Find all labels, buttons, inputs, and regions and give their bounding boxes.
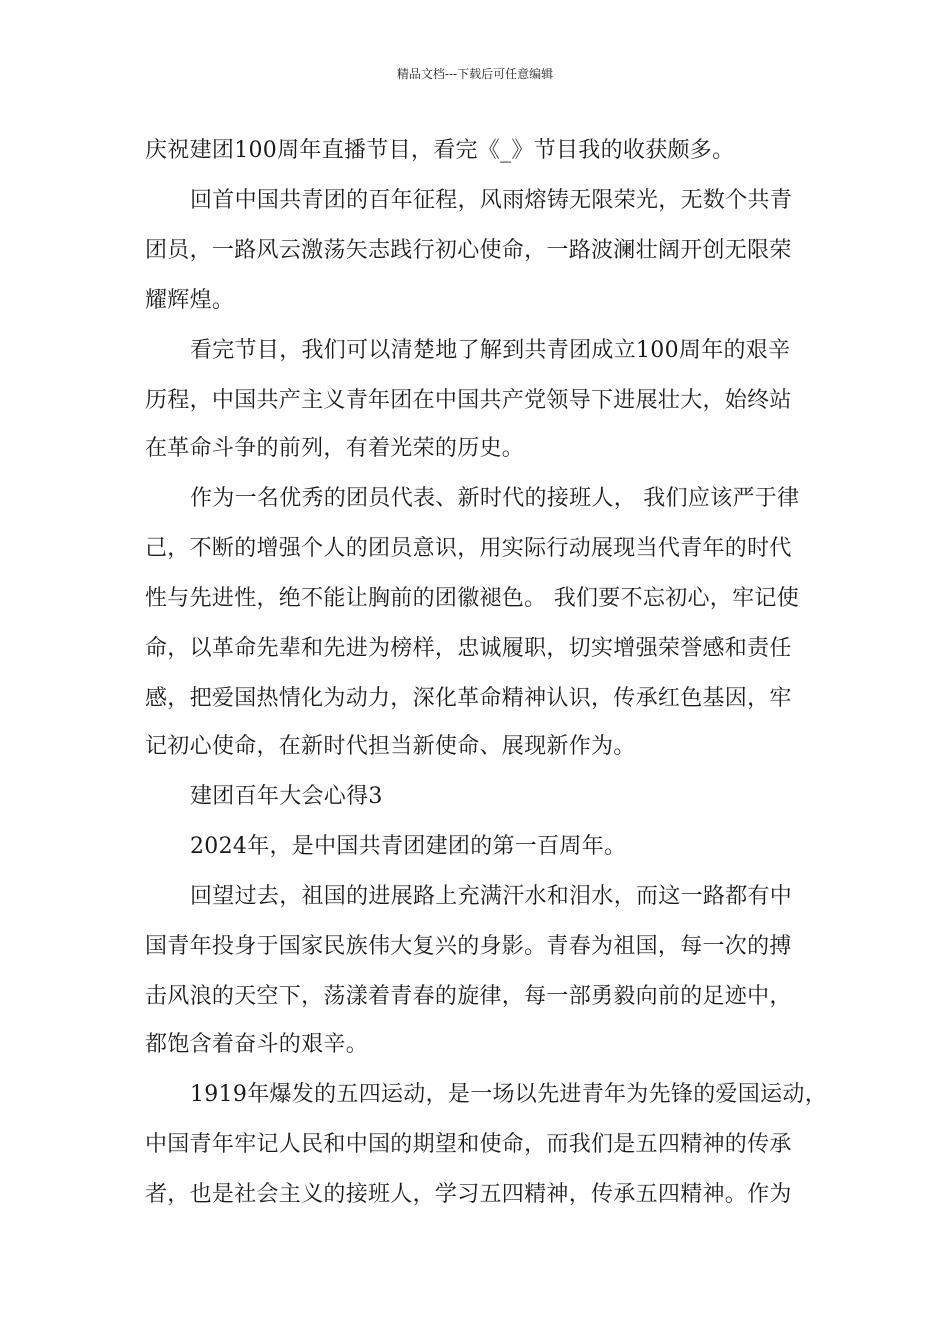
text-line: 己，不断的增强个人的团员意识，用实际行动展现当代青年的时代 <box>145 536 792 561</box>
page-header: 精品文档---下载后可任意编辑 <box>396 67 554 81</box>
text-line: 庆祝建团100周年直播节目，看完《_》节目我的收获颇多。 <box>145 138 735 163</box>
text-line: 中国青年牢记人民和中国的期望和使命，而我们是五四精神的传承 <box>145 1132 792 1157</box>
text-line: 回望过去，祖国的进展路上充满汗水和泪水，而这一路都有中 <box>190 884 793 909</box>
text-line: 感，把爱国热情化为动力，深化革命精神认识，传承红色基因，牢 <box>145 686 792 711</box>
text-line: 作为一名优秀的团员代表、新时代的接班人， 我们应该严于律 <box>190 486 800 511</box>
text-line: 1919年爆发的五四运动，是一场以先进青年为先锋的爱国运动， <box>190 1082 827 1107</box>
text-line: 团员，一路风云激荡矢志践行初心使命，一路波澜壮阔开创无限荣 <box>145 238 792 263</box>
text-line: 看完节目，我们可以清楚地了解到共青团成立100周年的艰辛 <box>190 338 791 363</box>
text-line: 在革命斗争的前列，有着光荣的历史。 <box>145 436 525 461</box>
text-line: 回首中国共青团的百年征程，风雨熔铸无限荣光，无数个共青 <box>190 188 793 213</box>
text-line: 记初心使命，在新时代担当新使命、展现新作为。 <box>145 734 636 759</box>
text-line: 性与先进性，绝不能让胸前的团徽褪色。 我们要不忘初心，牢记使 <box>145 586 799 611</box>
text-line: 2024年，是中国共青团建团的第一百周年。 <box>190 834 627 859</box>
text-line: 耀辉煌。 <box>145 288 235 313</box>
text-line: 都饱含着奋斗的艰辛。 <box>145 1032 369 1057</box>
text-line: 者，也是社会主义的接班人，学习五四精神，传承五四精神。作为 <box>145 1182 792 1207</box>
text-line: 历程，中国共产主义青年团在中国共产党领导下进展壮大，始终站 <box>145 388 792 413</box>
text-line: 击风浪的天空下，荡漾着青春的旋律，每一部勇毅向前的足迹中， <box>145 984 792 1009</box>
text-line: 国青年投身于国家民族伟大复兴的身影。青春为祖国，每一次的搏 <box>145 934 792 959</box>
text-line: 命，以革命先辈和先进为榜样，忠诚履职，切实增强荣誉感和责任 <box>145 636 792 661</box>
section-heading: 建团百年大会心得3 <box>190 784 383 809</box>
